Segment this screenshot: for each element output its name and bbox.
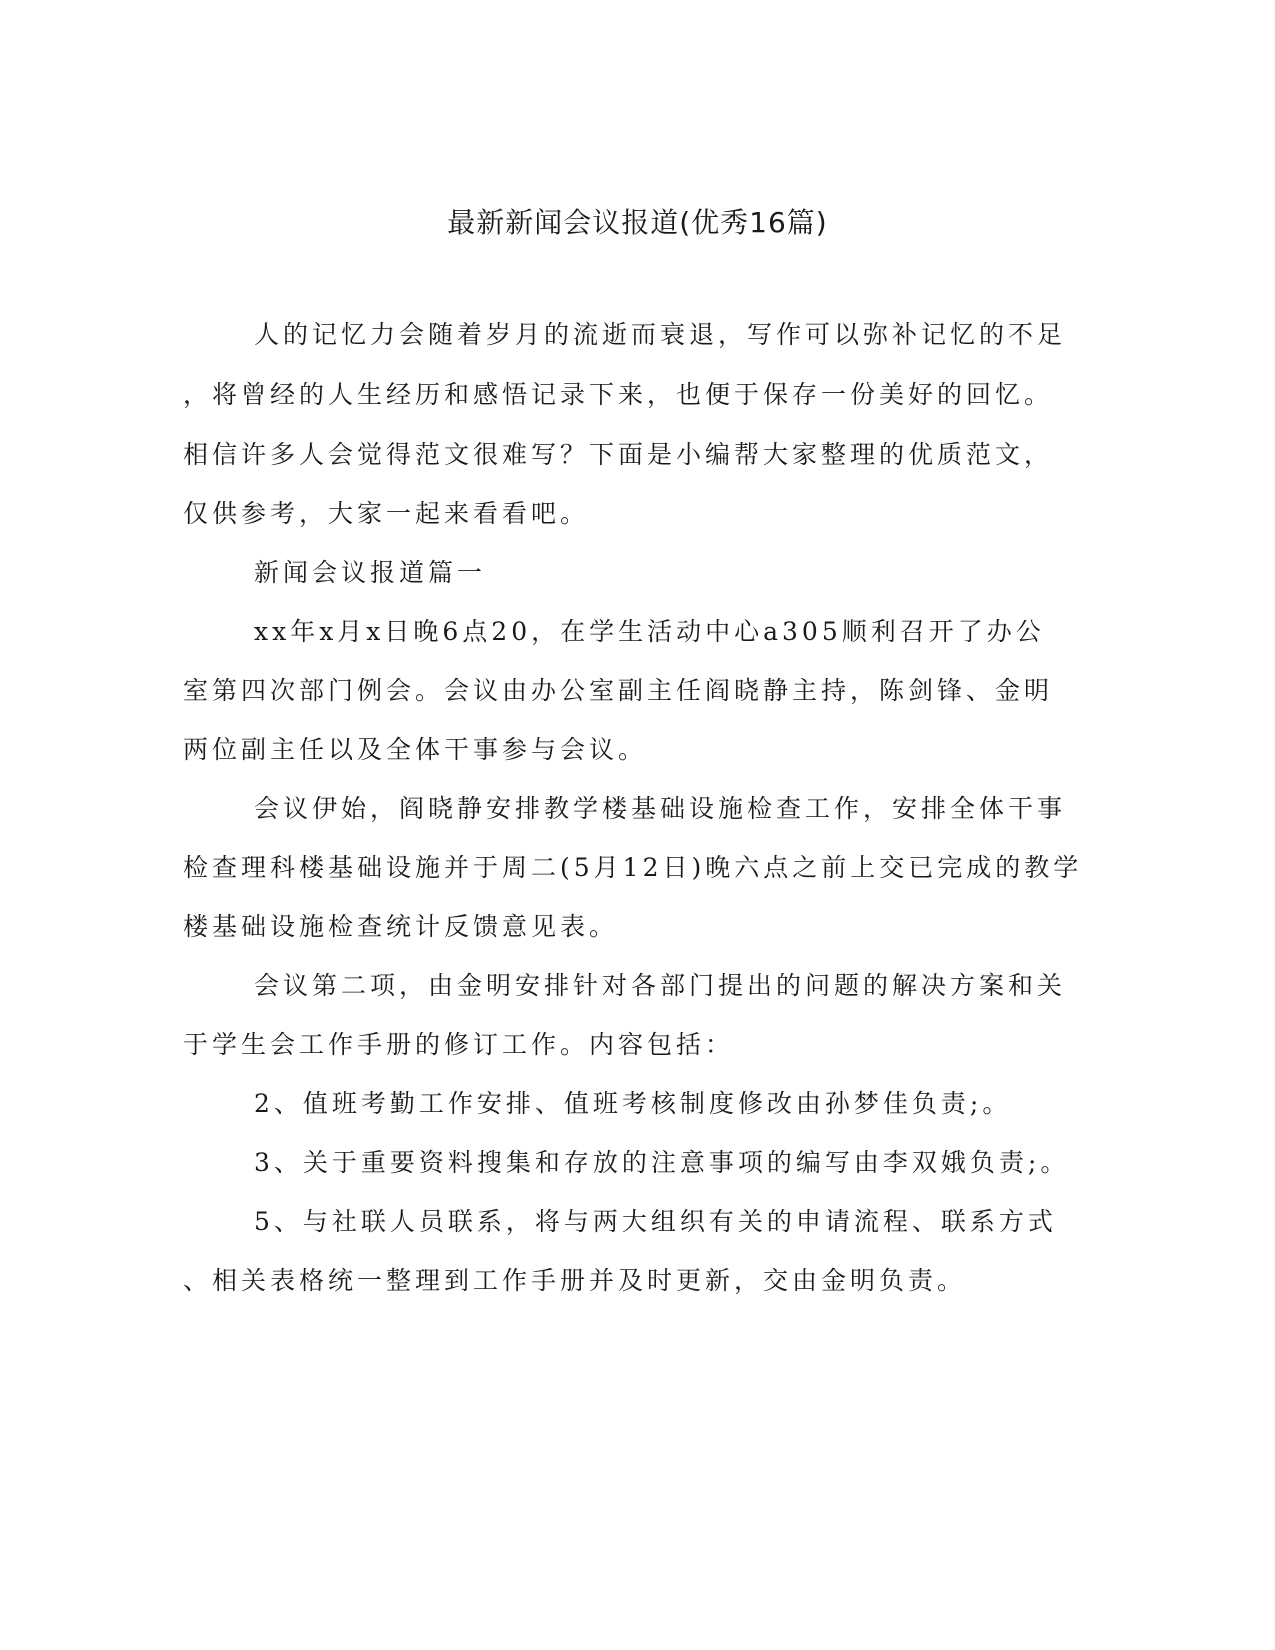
- list-item: 5、与社联人员联系，将与两大组织有关的申请流程、联系方式: [254, 1207, 1057, 1236]
- paragraph-line: 相信许多人会觉得范文很难写？下面是小编帮大家整理的优质范文，: [183, 440, 1054, 469]
- paragraph-line: 人的记忆力会随着岁月的流逝而衰退，写作可以弥补记忆的不足: [254, 320, 1067, 349]
- paragraph-line: 两位副主任以及全体干事参与会议。: [183, 735, 648, 764]
- paragraph-line: ，将曾经的人生经历和感悟记录下来，也便于保存一份美好的回忆。: [183, 380, 1054, 409]
- paragraph-line: 于学生会工作手册的修订工作。内容包括：: [183, 1030, 735, 1059]
- paragraph-line: 楼基础设施检查统计反馈意见表。: [183, 912, 619, 941]
- paragraph-line: 室第四次部门例会。会议由办公室副主任阎晓静主持，陈剑锋、金明: [183, 676, 1054, 705]
- list-item: 2、值班考勤工作安排、值班考核制度修改由孙梦佳负责;。: [254, 1089, 1012, 1118]
- paragraph-line: 、相关表格统一整理到工作手册并及时更新，交由金明负责。: [183, 1266, 967, 1295]
- list-item: 3、关于重要资料搜集和存放的注意事项的编写由李双娥负责;。: [254, 1148, 1070, 1177]
- paragraph-line: 仅供参考，大家一起来看看吧。: [183, 499, 590, 528]
- paragraph-line: 会议伊始，阎晓静安排教学楼基础设施检查工作，安排全体干事: [254, 794, 1067, 823]
- paragraph-line: 会议第二项，由金明安排针对各部门提出的问题的解决方案和关: [254, 971, 1067, 1000]
- paragraph-line: xx年x月x日晚6点20，在学生活动中心a305顺利召开了办公: [254, 617, 1045, 646]
- paragraph-line: 检查理科楼基础设施并于周二(5月12日)晚六点之前上交已完成的教学: [183, 853, 1083, 882]
- document-title: 最新新闻会议报道(优秀16篇): [447, 206, 828, 239]
- section-heading: 新闻会议报道篇一: [254, 558, 487, 587]
